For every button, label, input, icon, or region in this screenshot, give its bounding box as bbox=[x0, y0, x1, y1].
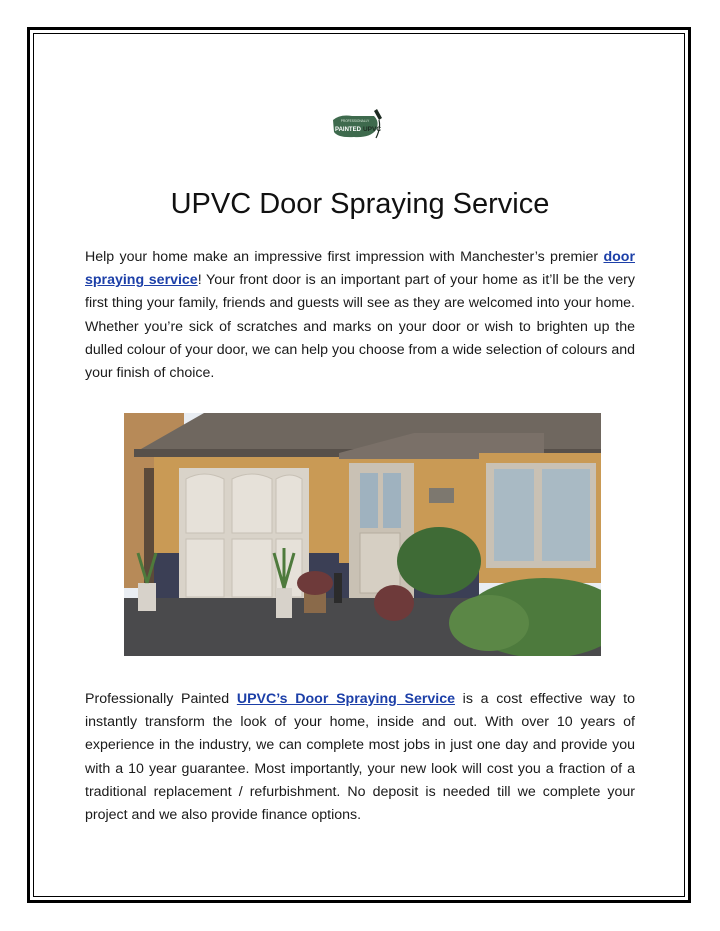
intro-text-before: Help your home make an impressive first impression with Manchester’s premier bbox=[85, 249, 604, 265]
upvc-door-spraying-service-link[interactable]: UPVC’s Door Spraying Service bbox=[236, 691, 455, 707]
house-photo bbox=[124, 413, 601, 656]
svg-text:UPVC: UPVC bbox=[362, 126, 382, 133]
intro-paragraph bbox=[85, 246, 635, 385]
door-spraying-service-link[interactable]: door spraying service bbox=[85, 249, 635, 289]
page-title: UPVC Door Spraying Service bbox=[170, 188, 550, 220]
intro-text-after: ! Your front door is an important part of your home as it’ll be the very first thing your family, friends and guests will see as they are welcomed into your home. Whether you’re sick of scratches and marks on your door or wish to brighten up the dulled colour of your door, we can help you choose from a wide selection of colours and your finish of choice. bbox=[85, 272, 635, 382]
svg-text:PROFESSIONALLY: PROFESSIONALLY bbox=[340, 119, 370, 123]
about-paragraph bbox=[85, 688, 635, 827]
company-logo bbox=[330, 108, 388, 146]
about-text-before: Professionally Painted bbox=[85, 691, 237, 707]
svg-text:PAINTED: PAINTED bbox=[335, 127, 361, 133]
about-text-after: is a cost effective way to instantly transform the look of your home, inside and out. With over 10 years of experience in the industry, we can complete most jobs in just one day and provide you with a 10 year guarantee. Most importantly, your new look will cost you a fraction of a traditional replacement / refurbishment. No deposit is needed till we complete your project and we also provide finance options. bbox=[85, 691, 635, 824]
